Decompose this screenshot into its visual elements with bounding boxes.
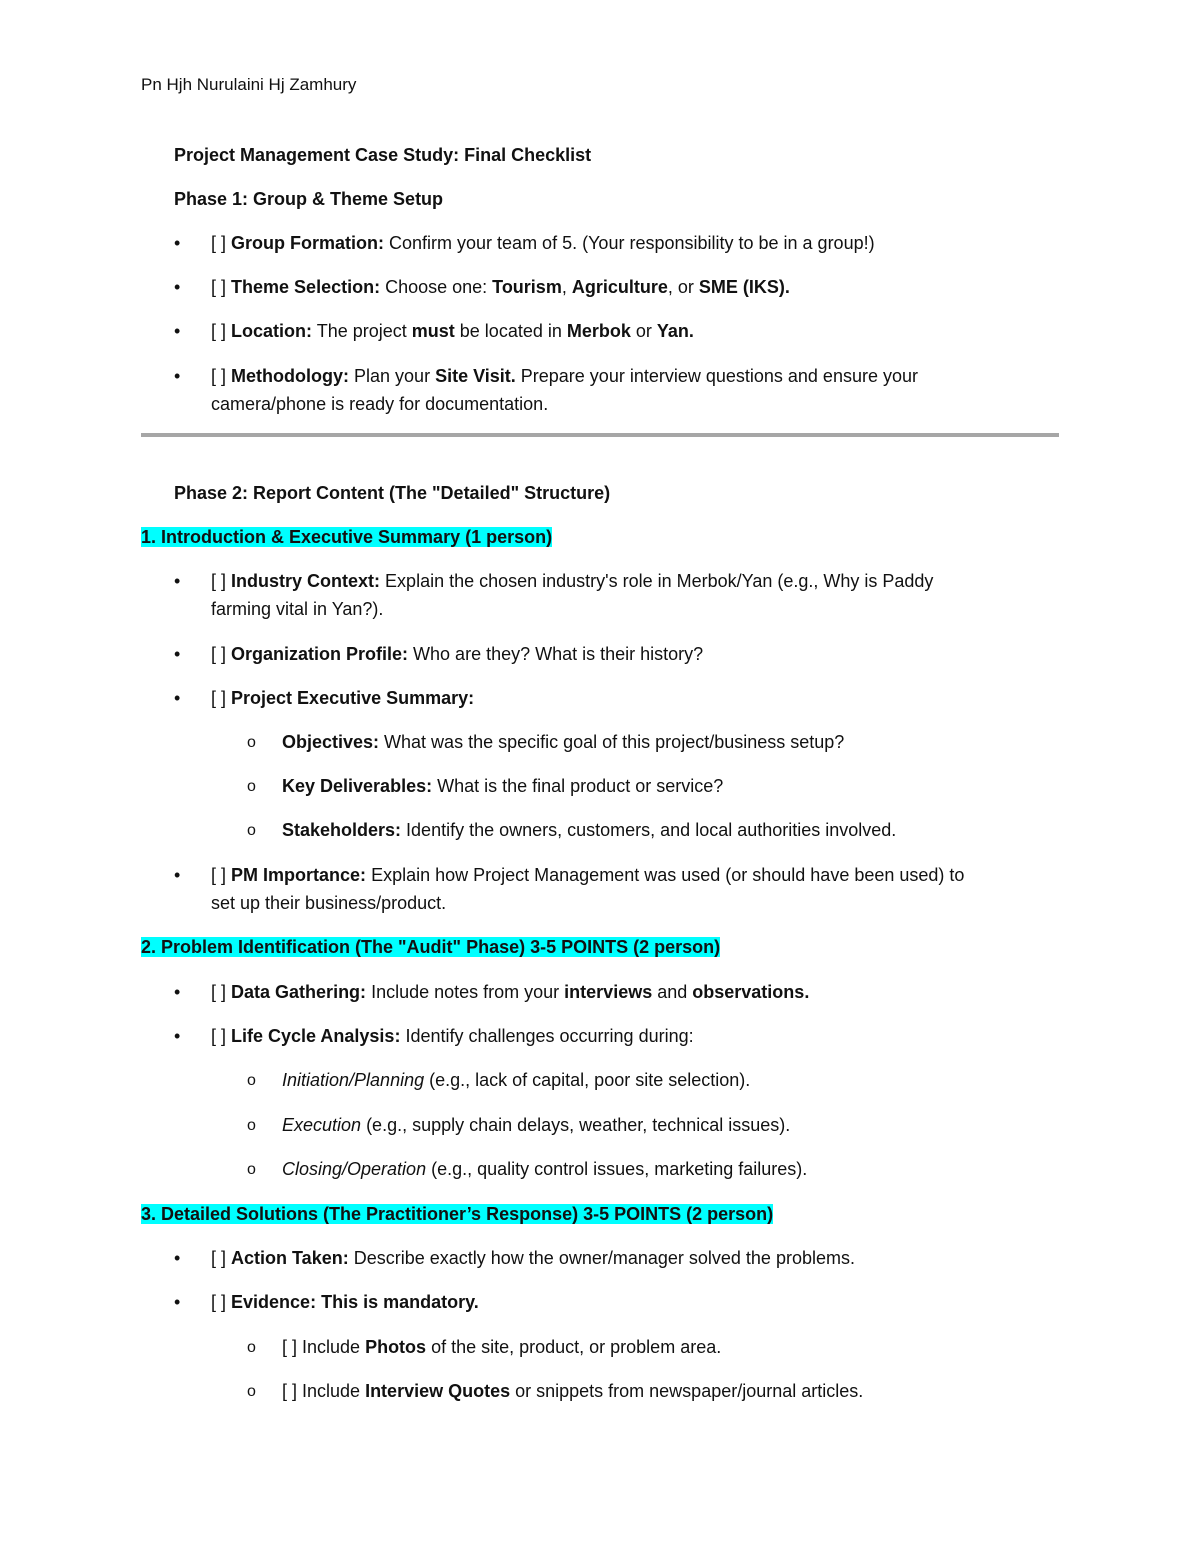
subitem-label: Initiation/Planning <box>282 1070 425 1090</box>
checkbox-placeholder: [ ] <box>211 321 227 341</box>
item-label: Theme Selection: <box>231 277 381 297</box>
bullet-icon: • <box>174 366 181 386</box>
bullet-icon: • <box>174 644 181 664</box>
item-bold: Site Visit. <box>435 366 516 386</box>
checklist-item-methodology-continued: camera/phone is ready for documentation. <box>211 394 549 414</box>
subitem-text: What is the final product or service? <box>432 776 724 796</box>
subitem-label: Closing/Operation <box>282 1159 427 1179</box>
phase2-heading: Phase 2: Report Content (The "Detailed" Structure) <box>174 483 611 503</box>
checkbox-placeholder: [ ] <box>211 644 227 664</box>
checklist-item-evidence <box>211 1288 479 1316</box>
item-bold: Merbok <box>566 321 631 341</box>
subitem-bold: Photos <box>365 1337 427 1357</box>
subitem-bold: Interview Quotes <box>365 1381 511 1401</box>
checkbox-placeholder: [ ] <box>211 366 227 386</box>
item-text: . <box>688 321 694 341</box>
subitem-key-deliverables <box>282 772 723 800</box>
checkbox-placeholder: [ ] <box>211 1248 227 1268</box>
sub-bullet-icon: o <box>247 1383 256 1400</box>
highlighted-heading: 2. Problem Identification (The "Audit" Phase) 3-5 POINTS (2 person) <box>141 937 721 957</box>
bullet-icon: • <box>174 1248 181 1268</box>
subitem-label: Objectives: <box>282 732 380 752</box>
checkbox-placeholder: [ ] <box>211 1026 227 1046</box>
highlighted-heading: 3. Detailed Solutions (The Practitioner’s Response) 3-5 POINTS (2 person) <box>141 1204 774 1224</box>
bullet-icon: • <box>174 865 181 885</box>
checkbox-placeholder: [ ] <box>211 1292 227 1312</box>
bullet-icon: • <box>174 688 181 708</box>
item-label: Evidence: <box>231 1292 317 1312</box>
item-text: Explain how Project Management was used (or should have been used) to <box>366 865 965 885</box>
sub-bullet-icon: o <box>247 1161 256 1178</box>
item-bold: interviews <box>564 982 653 1002</box>
item-text: Choose one: <box>380 277 493 297</box>
checklist-item-pm-importance-continued: set up their business/product. <box>211 893 447 913</box>
item-text: and <box>652 982 693 1002</box>
checklist-item-theme-selection <box>211 273 790 301</box>
checkbox-placeholder: [ ] <box>211 688 227 708</box>
subitem-text: (e.g., lack of capital, poor site selection). <box>424 1070 751 1090</box>
item-text: . <box>784 277 790 297</box>
subitem-text: (e.g., supply chain delays, weather, technical issues). <box>361 1115 791 1135</box>
subitem-text: (e.g., quality control issues, marketing failures). <box>426 1159 808 1179</box>
item-text: Include notes from your <box>366 982 565 1002</box>
checklist-item-action-taken <box>211 1244 855 1272</box>
item-label: PM Importance: <box>231 865 367 885</box>
item-label: Data Gathering: <box>231 982 367 1002</box>
item-text: Confirm your team of 5. (Your responsibility to be in a group!) <box>384 233 875 253</box>
checkbox-placeholder: [ ] <box>211 571 227 591</box>
item-text: , <box>561 277 572 297</box>
item-bold: observations <box>692 982 805 1002</box>
item-text: Explain the chosen industry's role in Merbok/Yan (e.g., Why is Paddy <box>380 571 934 591</box>
checklist-item-location <box>211 317 694 345</box>
item-label: Life Cycle Analysis: <box>231 1026 401 1046</box>
checklist-item-group-formation <box>211 229 875 257</box>
bullet-icon: • <box>174 1026 181 1046</box>
item-bold: SME (IKS) <box>698 277 785 297</box>
item-label: Organization Profile: <box>231 644 409 664</box>
subitem-label: Execution <box>282 1115 362 1135</box>
item-text: Plan your <box>349 366 436 386</box>
item-text: Who are they? What is their history? <box>408 644 704 664</box>
section2-heading <box>141 933 720 961</box>
subitem-stakeholders <box>282 816 896 844</box>
bullet-icon: • <box>174 277 181 297</box>
item-text: Prepare your interview questions and ensure your <box>515 366 918 386</box>
item-label: Group Formation: <box>231 233 385 253</box>
subitem-closing-operation <box>282 1155 807 1183</box>
subitem-include-interview-quotes <box>282 1377 863 1405</box>
checklist-item-life-cycle-analysis <box>211 1022 694 1050</box>
checkbox-placeholder: [ ] <box>211 277 227 297</box>
subitem-text: Include <box>297 1381 366 1401</box>
subitem-label: Key Deliverables: <box>282 776 433 796</box>
item-text: or <box>630 321 657 341</box>
bullet-icon: • <box>174 1292 181 1312</box>
checklist-item-data-gathering <box>211 978 809 1006</box>
subitem-text: What was the specific goal of this project/business setup? <box>379 732 845 752</box>
checkbox-placeholder: [ ] <box>282 1381 298 1401</box>
item-bold: Yan <box>656 321 689 341</box>
item-text: Identify challenges occurring during: <box>400 1026 694 1046</box>
subitem-text: Include <box>297 1337 366 1357</box>
highlighted-heading: 1. Introduction & Executive Summary (1 person) <box>141 527 553 547</box>
subitem-text: or snippets from newspaper/journal articles. <box>510 1381 864 1401</box>
sub-bullet-icon: o <box>247 778 256 795</box>
document-title: Project Management Case Study: Final Checklist <box>174 145 592 165</box>
item-label: Location: <box>231 321 313 341</box>
subitem-include-photos <box>282 1333 721 1361</box>
bullet-icon: • <box>174 571 181 591</box>
sub-bullet-icon: o <box>247 1117 256 1134</box>
sub-bullet-icon: o <box>247 1339 256 1356</box>
item-bold: must <box>411 321 455 341</box>
item-label: Methodology: <box>231 366 350 386</box>
sub-bullet-icon: o <box>247 1072 256 1089</box>
bullet-icon: • <box>174 321 181 341</box>
checkbox-placeholder: [ ] <box>282 1337 298 1357</box>
item-label: Project Executive Summary: <box>231 688 475 708</box>
item-label: Industry Context: <box>231 571 381 591</box>
checklist-item-organization-profile <box>211 640 703 668</box>
page-header-author: Pn Hjh Nurulaini Hj Zamhury <box>141 75 357 94</box>
horizontal-rule <box>141 433 1059 437</box>
item-text: The project <box>312 321 412 341</box>
section3-heading <box>141 1200 773 1228</box>
checklist-item-industry-context <box>211 567 933 595</box>
item-text: Describe exactly how the owner/manager solved the problems. <box>348 1248 855 1268</box>
item-text: This is mandatory. <box>316 1292 479 1312</box>
section1-heading <box>141 523 552 551</box>
sub-bullet-icon: o <box>247 822 256 839</box>
checklist-item-methodology <box>211 362 918 390</box>
subitem-text: Identify the owners, customers, and local authorities involved. <box>401 820 897 840</box>
item-text: , or <box>667 277 699 297</box>
bullet-icon: • <box>174 233 181 253</box>
subitem-initiation-planning <box>282 1066 750 1094</box>
checkbox-placeholder: [ ] <box>211 233 227 253</box>
subitem-text: of the site, product, or problem area. <box>426 1337 722 1357</box>
phase1-heading: Phase 1: Group & Theme Setup <box>174 189 444 209</box>
item-text: . <box>804 982 810 1002</box>
checkbox-placeholder: [ ] <box>211 865 227 885</box>
checklist-item-industry-context-continued: farming vital in Yan?). <box>211 599 384 619</box>
checkbox-placeholder: [ ] <box>211 982 227 1002</box>
item-text: be located in <box>454 321 567 341</box>
sub-bullet-icon: o <box>247 734 256 751</box>
subitem-label: Stakeholders: <box>282 820 402 840</box>
subitem-execution <box>282 1111 790 1139</box>
subitem-objectives <box>282 728 844 756</box>
checklist-item-project-executive-summary <box>211 684 474 712</box>
item-bold: Tourism <box>492 277 562 297</box>
bullet-icon: • <box>174 982 181 1002</box>
item-label: Action Taken: <box>231 1248 349 1268</box>
item-bold: Agriculture <box>571 277 668 297</box>
checklist-item-pm-importance <box>211 861 964 889</box>
